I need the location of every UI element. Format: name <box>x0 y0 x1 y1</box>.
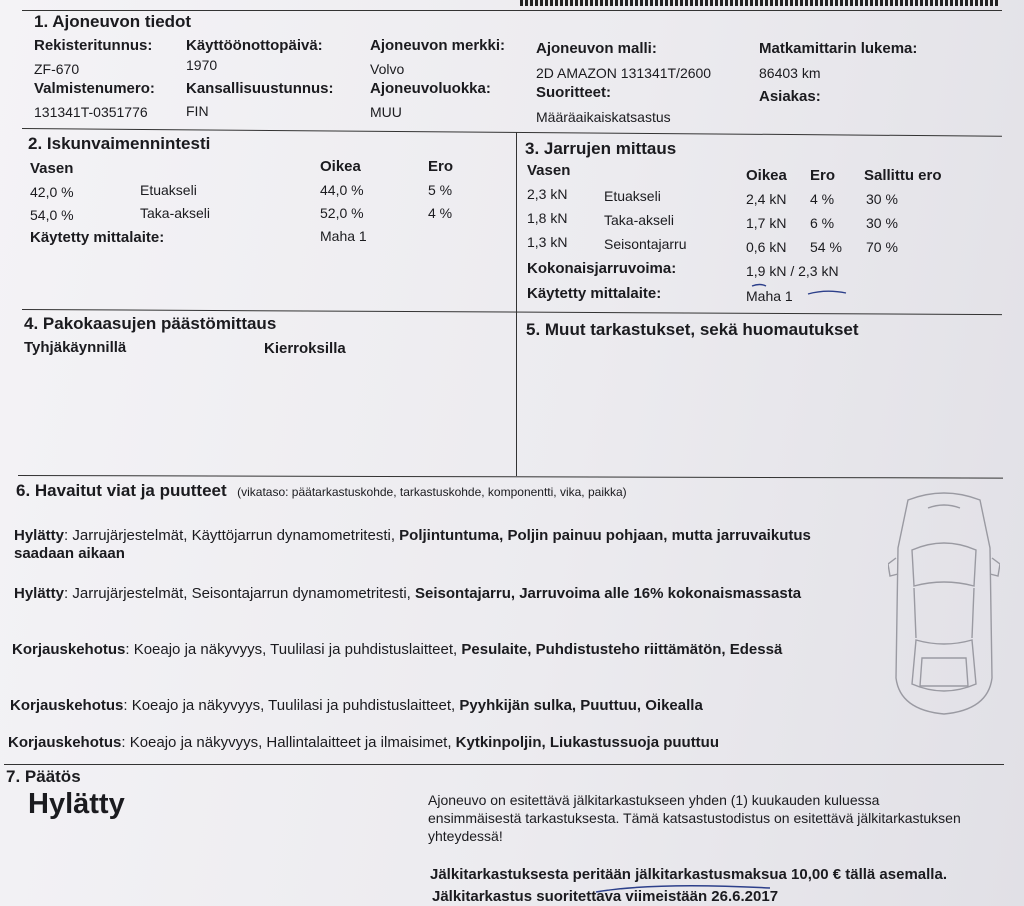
intro-label: Käyttöönottopäivä: <box>186 37 323 54</box>
make-value: Volvo <box>370 61 405 77</box>
brake-rear-right: 1,7 kN <box>746 215 787 231</box>
defect-level: Korjauskehotus <box>8 734 122 751</box>
brake-total: 1,9 kN / 2,3 kN <box>746 263 839 279</box>
section2-title: 2. Iskunvaimennintesti <box>28 134 211 153</box>
nationality-label: Kansallisuustunnus: <box>186 80 334 97</box>
section6-note: (vikataso: päätarkastuskohde, tarkastuskohde, komponentti, vika, paikka) <box>237 485 627 499</box>
defect-detail: Kytkinpoljin, Liukastussuoja puuttuu <box>455 734 720 751</box>
reg-label: Rekisteritunnus: <box>34 37 153 54</box>
car-diagram-icon <box>888 488 1000 718</box>
defect-text: : Jarrujärjestelmät, Käyttöjarrun dynamometritesti, <box>64 527 400 544</box>
divider-4 <box>4 764 1004 765</box>
decision-paragraph: Ajoneuvo on esitettävä jälkitarkastukseen yhden (1) kuukauden kuluessa ensimmäisestä tarkastuksesta. Tämä katsastustodistus on esitettävä jälkitarkastuksen yhteydessä! <box>428 792 961 844</box>
shock-device-label: Käytetty mittalaite: <box>30 229 165 246</box>
column-divider <box>516 132 517 476</box>
shock-rear-left: 54,0 % <box>30 207 74 223</box>
defect-detail: Pesulaite, Puhdistusteho riittämätön, Edessä <box>461 641 783 658</box>
brake-rear-diff: 6 % <box>810 215 835 231</box>
rpm-label: Kierroksilla <box>264 340 346 357</box>
defect-detail: Seisontajarru, Jarruvoima alle 16% kokonaismassasta <box>415 585 802 602</box>
decision-value: Hylätty <box>28 788 125 820</box>
shock-rear-axle: Taka-akseli <box>140 205 211 221</box>
top-divider <box>22 10 1002 11</box>
odometer-label: Matkamittarin lukema: <box>759 40 918 57</box>
intro-value: 1970 <box>186 57 218 73</box>
brake-device: Maha 1 <box>746 288 793 304</box>
brake-right-header: Oikea <box>746 167 787 184</box>
vin-label: Valmistenumero: <box>34 80 155 97</box>
brake-left-header: Vasen <box>527 162 571 179</box>
brake-diff-header: Ero <box>810 167 836 184</box>
defect-item <box>12 641 832 659</box>
shock-front-right: 44,0 % <box>320 182 364 198</box>
customer-label: Asiakas: <box>759 88 821 105</box>
idle-label: Tyhjäkäynnillä <box>24 339 127 356</box>
brake-park-allowed: 70 % <box>866 239 898 255</box>
make-label: Ajoneuvon merkki: <box>370 37 506 54</box>
defect-item <box>14 585 834 603</box>
brake-total-label: Kokonaisjarruvoima: <box>527 260 677 277</box>
defect-level: Korjauskehotus <box>12 641 126 658</box>
performed-value: Määräaikaiskatsastus <box>536 109 671 125</box>
brake-rear-axle: Taka-akseli <box>604 212 675 228</box>
defect-level: Korjauskehotus <box>10 697 124 714</box>
class-value: MUU <box>370 104 402 120</box>
brake-rear-allowed: 30 % <box>866 215 898 231</box>
brake-device-label: Käytetty mittalaite: <box>527 285 662 302</box>
vin-value: 131341T-0351776 <box>34 104 148 120</box>
defect-item <box>8 734 719 751</box>
shock-front-diff: 5 % <box>428 182 453 198</box>
section5-title: 5. Muut tarkastukset, sekä huomautukset <box>526 320 859 339</box>
defect-text: : Jarrujärjestelmät, Seisontajarrun dynamometritesti, <box>64 585 416 602</box>
brake-park-axle: Seisontajarru <box>604 236 687 252</box>
odometer-value: 86403 km <box>759 65 821 81</box>
nationality-value: FIN <box>186 103 209 119</box>
shock-device: Maha 1 <box>320 228 367 244</box>
pen-underline-icon <box>594 880 774 896</box>
shock-front-left: 42,0 % <box>30 184 74 200</box>
section1-title: 1. Ajoneuvon tiedot <box>34 12 192 31</box>
brake-allowed-header: Sallittu ero <box>864 167 942 184</box>
section6-header <box>16 481 627 501</box>
deadline-note: Jälkitarkastus suoritettava viimeistään 26.6.2017 <box>432 888 779 905</box>
shock-diff-header: Ero <box>428 158 454 175</box>
section6-title: 6. Havaitut viat ja puutteet <box>16 481 227 500</box>
model-label: Ajoneuvon malli: <box>536 40 657 57</box>
brake-park-right: 0,6 kN <box>746 239 787 255</box>
performed-label: Suoritteet: <box>536 84 611 101</box>
defect-detail: Pyyhkijän sulka, Puuttuu, Oikealla <box>459 697 703 714</box>
divider-3 <box>18 475 1003 479</box>
defect-detail: Poljintuntuma, Poljin painuu pohjaan, mutta jarruvaikutus saadaan aikaan <box>14 527 811 562</box>
brake-front-right: 2,4 kN <box>746 191 787 207</box>
barcode-strip <box>520 0 1000 6</box>
section4-title: 4. Pakokaasujen päästömittaus <box>24 314 277 333</box>
model-value: 2D AMAZON 131341T/2600 <box>536 65 712 81</box>
brake-front-axle: Etuakseli <box>604 188 661 204</box>
section3-title: 3. Jarrujen mittaus <box>525 139 677 158</box>
shock-rear-diff: 4 % <box>428 205 453 221</box>
defect-item <box>14 527 834 563</box>
defect-text: : Koeajo ja näkyvyys, Tuulilasi ja puhdistuslaitteet, <box>123 697 460 714</box>
brake-park-diff: 54 % <box>810 239 842 255</box>
brake-front-left: 2,3 kN <box>527 186 568 202</box>
defect-level: Hylätty <box>14 527 65 544</box>
reg-value: ZF-670 <box>34 61 80 77</box>
pen-mark-icon <box>750 281 850 299</box>
brake-rear-left: 1,8 kN <box>527 210 568 226</box>
brake-front-diff: 4 % <box>810 191 835 207</box>
defect-text: : Koeajo ja näkyvyys, Tuulilasi ja puhdistuslaitteet, <box>125 641 462 658</box>
shock-right-header: Oikea <box>320 158 361 175</box>
shock-rear-right: 52,0 % <box>320 205 364 221</box>
shock-front-axle: Etuakseli <box>140 182 197 198</box>
shock-left-header: Vasen <box>30 160 74 177</box>
brake-front-allowed: 30 % <box>866 191 898 207</box>
class-label: Ajoneuvoluokka: <box>370 80 491 97</box>
section7-title: 7. Päätös <box>6 767 81 786</box>
fee-note: Jälkitarkastuksesta peritään jälkitarkastusmaksua 10,00 € tällä asemalla. <box>430 866 947 883</box>
defect-text: : Koeajo ja näkyvyys, Hallintalaitteet ja ilmaisimet, <box>121 734 456 751</box>
defect-item <box>10 697 703 714</box>
brake-park-left: 1,3 kN <box>527 234 568 250</box>
defect-level: Hylätty <box>14 585 65 602</box>
